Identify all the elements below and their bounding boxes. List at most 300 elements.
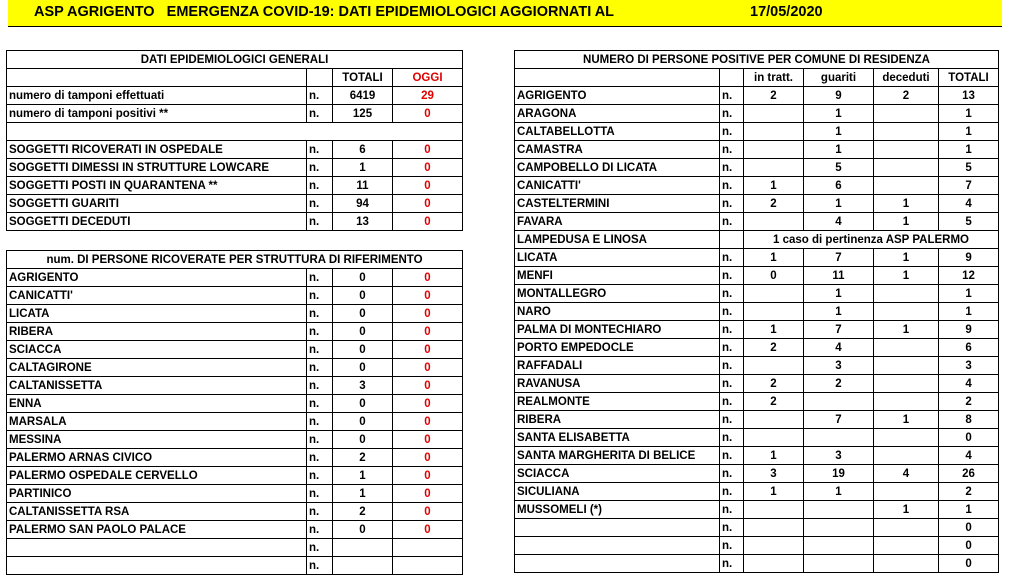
row-unit: n. <box>307 305 333 323</box>
row-deceduti <box>874 303 939 321</box>
row-unit: n. <box>307 87 333 105</box>
row-unit: n. <box>720 159 744 177</box>
col-oggi: OGGI <box>393 69 463 87</box>
municipal-row <box>515 447 999 465</box>
general-title: DATI EPIDEMIOLOGICI GENERALI <box>7 51 463 69</box>
municipality-name: CAMPOBELLO DI LICATA <box>515 159 720 177</box>
hospital-row <box>7 323 463 341</box>
row-in-tratt <box>744 123 804 141</box>
row-label: SOGGETTI RICOVERATI IN OSPEDALE <box>7 141 307 159</box>
row-totali: 1 <box>939 501 999 519</box>
row-unit: n. <box>720 105 744 123</box>
row-deceduti: 4 <box>874 465 939 483</box>
row-total: 3 <box>333 377 393 395</box>
hospital-row <box>7 305 463 323</box>
row-totali: 26 <box>939 465 999 483</box>
row-guariti <box>804 537 874 555</box>
row-in-tratt <box>744 303 804 321</box>
empty-cell <box>307 69 333 87</box>
row-today: 0 <box>393 177 463 195</box>
row-unit: n. <box>720 249 744 267</box>
row-today <box>393 539 463 557</box>
row-deceduti <box>874 123 939 141</box>
title-bar <box>8 0 1002 27</box>
empty-cell <box>720 69 744 87</box>
municipal-row <box>515 303 999 321</box>
row-guariti: 19 <box>804 465 874 483</box>
row-totali: 2 <box>939 483 999 501</box>
row-unit: n. <box>720 321 744 339</box>
row-total: 1 <box>333 467 393 485</box>
row-in-tratt: 3 <box>744 465 804 483</box>
row-guariti: 7 <box>804 411 874 429</box>
row-today: 0 <box>393 413 463 431</box>
row-guariti: 1 <box>804 483 874 501</box>
municipality-name: SANTA ELISABETTA <box>515 429 720 447</box>
row-totali: 4 <box>939 375 999 393</box>
row-in-tratt: 2 <box>744 195 804 213</box>
row-deceduti <box>874 285 939 303</box>
row-label <box>7 539 307 557</box>
row-guariti <box>804 501 874 519</box>
row-total: 0 <box>333 431 393 449</box>
row-total: 2 <box>333 449 393 467</box>
row-deceduti <box>874 105 939 123</box>
row-total: 0 <box>333 521 393 539</box>
row-totali: 6 <box>939 339 999 357</box>
row-label: CALTANISSETTA <box>7 377 307 395</box>
general-row <box>7 213 463 231</box>
row-guariti <box>804 555 874 573</box>
municipality-name: PORTO EMPEDOCLE <box>515 339 720 357</box>
row-unit: n. <box>307 467 333 485</box>
row-in-tratt: 1 <box>744 177 804 195</box>
row-guariti: 4 <box>804 339 874 357</box>
row-totali: 5 <box>939 159 999 177</box>
row-unit: n. <box>720 87 744 105</box>
municipal-row <box>515 285 999 303</box>
row-label: AGRIGENTO <box>7 269 307 287</box>
hospital-row <box>7 449 463 467</box>
row-totali: 12 <box>939 267 999 285</box>
row-total: 0 <box>333 287 393 305</box>
row-today: 0 <box>393 521 463 539</box>
row-totali: 4 <box>939 447 999 465</box>
row-total <box>333 557 393 575</box>
row-unit: n. <box>307 269 333 287</box>
row-guariti: 9 <box>804 87 874 105</box>
municipal-row <box>515 465 999 483</box>
row-today: 0 <box>393 377 463 395</box>
row-unit: n. <box>720 537 744 555</box>
row-guariti: 1 <box>804 285 874 303</box>
row-unit: n. <box>720 339 744 357</box>
row-unit: n. <box>720 465 744 483</box>
row-deceduti: 1 <box>874 267 939 285</box>
row-in-tratt: 1 <box>744 483 804 501</box>
row-guariti <box>804 393 874 411</box>
general-data-table <box>6 50 463 231</box>
row-deceduti <box>874 483 939 501</box>
empty-cell <box>515 69 720 87</box>
row-unit: n. <box>307 539 333 557</box>
row-totali: 0 <box>939 555 999 573</box>
row-deceduti: 1 <box>874 195 939 213</box>
hospital-row <box>7 395 463 413</box>
general-row <box>7 159 463 177</box>
municipal-row <box>515 141 999 159</box>
row-unit: n. <box>307 177 333 195</box>
row-deceduti: 1 <box>874 411 939 429</box>
row-deceduti: 2 <box>874 87 939 105</box>
municipal-row <box>515 483 999 501</box>
row-unit: n. <box>307 359 333 377</box>
row-today: 0 <box>393 359 463 377</box>
general-row <box>7 141 463 159</box>
row-total: 125 <box>333 105 393 123</box>
municipal-row <box>515 105 999 123</box>
row-today: 0 <box>393 449 463 467</box>
spacer-row <box>7 123 463 141</box>
row-total: 6 <box>333 141 393 159</box>
municipal-row <box>515 123 999 141</box>
row-totali: 8 <box>939 411 999 429</box>
row-in-tratt: 1 <box>744 447 804 465</box>
municipality-name: FAVARA <box>515 213 720 231</box>
row-total: 13 <box>333 213 393 231</box>
page-title: ASP AGRIGENTO EMERGENZA COVID-19: DATI EPIDEMIOLOGICI AGGIORNATI AL <box>34 4 615 20</box>
row-note: 1 caso di pertinenza ASP PALERMO <box>744 231 999 249</box>
row-unit: n. <box>307 141 333 159</box>
municipal-row <box>515 537 999 555</box>
row-label: SOGGETTI GUARITI <box>7 195 307 213</box>
row-totali: 1 <box>939 285 999 303</box>
row-in-tratt: 1 <box>744 321 804 339</box>
row-unit: n. <box>720 123 744 141</box>
row-in-tratt <box>744 141 804 159</box>
row-label: CANICATTI' <box>7 287 307 305</box>
row-unit: n. <box>307 485 333 503</box>
municipality-name <box>515 555 720 573</box>
row-unit: n. <box>720 519 744 537</box>
row-totali: 3 <box>939 357 999 375</box>
row-in-tratt <box>744 411 804 429</box>
row-guariti: 1 <box>804 303 874 321</box>
row-in-tratt: 2 <box>744 87 804 105</box>
hospital-title-row <box>7 251 463 269</box>
empty-cell <box>7 69 307 87</box>
row-unit: n. <box>720 411 744 429</box>
municipality-name: NARO <box>515 303 720 321</box>
row-total: 0 <box>333 341 393 359</box>
row-guariti: 7 <box>804 249 874 267</box>
municipal-row <box>515 357 999 375</box>
row-guariti: 6 <box>804 177 874 195</box>
row-today: 0 <box>393 195 463 213</box>
row-unit: n. <box>307 377 333 395</box>
row-unit: n. <box>307 341 333 359</box>
hospital-row <box>7 467 463 485</box>
municipality-name <box>515 537 720 555</box>
municipality-name: MONTALLEGRO <box>515 285 720 303</box>
row-deceduti <box>874 357 939 375</box>
row-deceduti <box>874 429 939 447</box>
row-in-tratt: 0 <box>744 267 804 285</box>
row-label: PARTINICO <box>7 485 307 503</box>
row-in-tratt <box>744 159 804 177</box>
row-in-tratt <box>744 519 804 537</box>
row-deceduti <box>874 159 939 177</box>
col-totali: TOTALI <box>939 69 999 87</box>
row-today: 0 <box>393 341 463 359</box>
municipal-row <box>515 87 999 105</box>
hospital-row <box>7 377 463 395</box>
row-deceduti: 1 <box>874 321 939 339</box>
hospital-title: num. DI PERSONE RICOVERATE PER STRUTTURA DI RIFERIMENTO <box>7 251 463 269</box>
row-totali: 0 <box>939 537 999 555</box>
row-unit: n. <box>307 557 333 575</box>
row-total: 94 <box>333 195 393 213</box>
row-unit: n. <box>720 195 744 213</box>
hospital-row <box>7 341 463 359</box>
municipal-row <box>515 321 999 339</box>
row-total: 6419 <box>333 87 393 105</box>
municipality-name: RAFFADALI <box>515 357 720 375</box>
row-deceduti <box>874 375 939 393</box>
municipality-name: REALMONTE <box>515 393 720 411</box>
spacer-cell <box>7 123 463 141</box>
row-in-tratt <box>744 537 804 555</box>
row-today: 29 <box>393 87 463 105</box>
row-totali: 0 <box>939 429 999 447</box>
row-today: 0 <box>393 305 463 323</box>
row-in-tratt <box>744 285 804 303</box>
municipal-row <box>515 519 999 537</box>
general-row <box>7 105 463 123</box>
row-deceduti: 1 <box>874 501 939 519</box>
row-guariti: 3 <box>804 357 874 375</box>
row-total: 0 <box>333 323 393 341</box>
row-total: 0 <box>333 395 393 413</box>
general-title-row <box>7 51 463 69</box>
hospital-table <box>6 250 463 575</box>
row-in-tratt <box>744 555 804 573</box>
row-totali: 13 <box>939 87 999 105</box>
row-total: 1 <box>333 485 393 503</box>
row-total: 11 <box>333 177 393 195</box>
municipal-row <box>515 555 999 573</box>
row-unit: n. <box>720 555 744 573</box>
row-totali: 0 <box>939 519 999 537</box>
row-guariti: 7 <box>804 321 874 339</box>
row-today: 0 <box>393 323 463 341</box>
hospital-row <box>7 359 463 377</box>
row-unit: n. <box>720 357 744 375</box>
row-deceduti <box>874 141 939 159</box>
municipality-name: CAMASTRA <box>515 141 720 159</box>
municipal-header-row <box>515 69 999 87</box>
row-total: 0 <box>333 413 393 431</box>
row-guariti <box>804 429 874 447</box>
row-label: LICATA <box>7 305 307 323</box>
hospital-row <box>7 287 463 305</box>
row-total: 0 <box>333 305 393 323</box>
row-today: 0 <box>393 467 463 485</box>
municipality-name: CASTELTERMINI <box>515 195 720 213</box>
municipal-row <box>515 195 999 213</box>
row-guariti: 1 <box>804 123 874 141</box>
row-totali: 4 <box>939 195 999 213</box>
row-unit: n. <box>720 267 744 285</box>
row-guariti <box>804 519 874 537</box>
row-guariti: 5 <box>804 159 874 177</box>
row-deceduti <box>874 393 939 411</box>
general-header-row <box>7 69 463 87</box>
row-unit: n. <box>720 177 744 195</box>
municipal-row <box>515 159 999 177</box>
row-today: 0 <box>393 395 463 413</box>
row-unit <box>720 231 744 249</box>
row-label: PALERMO ARNAS CIVICO <box>7 449 307 467</box>
row-totali: 9 <box>939 249 999 267</box>
row-deceduti <box>874 339 939 357</box>
col-in-tratt: in tratt. <box>744 69 804 87</box>
general-row <box>7 177 463 195</box>
row-today: 0 <box>393 105 463 123</box>
row-deceduti: 1 <box>874 249 939 267</box>
row-unit: n. <box>720 447 744 465</box>
municipality-name <box>515 519 720 537</box>
row-unit: n. <box>307 503 333 521</box>
row-deceduti <box>874 177 939 195</box>
municipal-row <box>515 213 999 231</box>
row-label: numero di tamponi positivi ** <box>7 105 307 123</box>
row-unit: n. <box>307 195 333 213</box>
row-today: 0 <box>393 141 463 159</box>
row-unit: n. <box>307 159 333 177</box>
municipal-title-row <box>515 51 999 69</box>
row-today: 0 <box>393 503 463 521</box>
municipal-row <box>515 375 999 393</box>
row-label: PALERMO OSPEDALE CERVELLO <box>7 467 307 485</box>
municipal-row <box>515 177 999 195</box>
municipality-name: PALMA DI MONTECHIARO <box>515 321 720 339</box>
row-label: MARSALA <box>7 413 307 431</box>
municipal-row <box>515 249 999 267</box>
row-totali: 2 <box>939 393 999 411</box>
row-in-tratt <box>744 105 804 123</box>
row-guariti: 2 <box>804 375 874 393</box>
row-deceduti <box>874 447 939 465</box>
row-label: CALTANISSETTA RSA <box>7 503 307 521</box>
hospital-row <box>7 503 463 521</box>
row-deceduti <box>874 555 939 573</box>
municipal-row <box>515 429 999 447</box>
update-date: 17/05/2020 <box>750 4 823 20</box>
row-totali: 1 <box>939 123 999 141</box>
municipal-row <box>515 411 999 429</box>
row-unit: n. <box>307 323 333 341</box>
row-today: 0 <box>393 287 463 305</box>
row-in-tratt: 2 <box>744 339 804 357</box>
row-in-tratt: 2 <box>744 393 804 411</box>
row-label <box>7 557 307 575</box>
municipality-name: RIBERA <box>515 411 720 429</box>
row-label: numero di tamponi effettuati <box>7 87 307 105</box>
row-deceduti: 1 <box>874 213 939 231</box>
municipality-name: LICATA <box>515 249 720 267</box>
row-in-tratt <box>744 357 804 375</box>
row-unit: n. <box>307 521 333 539</box>
row-label: MESSINA <box>7 431 307 449</box>
hospital-row <box>7 431 463 449</box>
row-today: 0 <box>393 431 463 449</box>
municipality-name: AGRIGENTO <box>515 87 720 105</box>
municipal-title: NUMERO DI PERSONE POSITIVE PER COMUNE DI RESIDENZA <box>515 51 999 69</box>
row-unit: n. <box>720 213 744 231</box>
row-total <box>333 539 393 557</box>
hospital-row <box>7 413 463 431</box>
hospital-row <box>7 557 463 575</box>
row-unit: n. <box>307 287 333 305</box>
municipal-row <box>515 393 999 411</box>
row-label: SOGGETTI DECEDUTI <box>7 213 307 231</box>
row-in-tratt: 2 <box>744 375 804 393</box>
municipality-name: RAVANUSA <box>515 375 720 393</box>
row-unit: n. <box>307 413 333 431</box>
row-in-tratt <box>744 429 804 447</box>
row-guariti: 3 <box>804 447 874 465</box>
row-label: SOGGETTI DIMESSI IN STRUTTURE LOWCARE <box>7 159 307 177</box>
row-totali: 1 <box>939 105 999 123</box>
municipal-row <box>515 231 999 249</box>
municipality-name: CALTABELLOTTA <box>515 123 720 141</box>
municipal-row <box>515 267 999 285</box>
row-total: 2 <box>333 503 393 521</box>
row-today: 0 <box>393 213 463 231</box>
row-unit: n. <box>307 449 333 467</box>
row-guariti: 1 <box>804 195 874 213</box>
row-label: ENNA <box>7 395 307 413</box>
row-unit: n. <box>720 501 744 519</box>
municipal-table <box>514 50 999 573</box>
row-label: SOGGETTI POSTI IN QUARANTENA ** <box>7 177 307 195</box>
general-row <box>7 195 463 213</box>
col-totali: TOTALI <box>333 69 393 87</box>
row-today: 0 <box>393 269 463 287</box>
hospital-row <box>7 485 463 503</box>
row-unit: n. <box>720 483 744 501</box>
row-totali: 9 <box>939 321 999 339</box>
row-unit: n. <box>720 429 744 447</box>
row-deceduti <box>874 537 939 555</box>
row-label: CALTAGIRONE <box>7 359 307 377</box>
municipality-name: MENFI <box>515 267 720 285</box>
row-total: 0 <box>333 359 393 377</box>
row-deceduti <box>874 519 939 537</box>
row-totali: 7 <box>939 177 999 195</box>
municipal-row <box>515 339 999 357</box>
hospital-row <box>7 539 463 557</box>
municipality-name: LAMPEDUSA E LINOSA <box>515 231 720 249</box>
row-totali: 5 <box>939 213 999 231</box>
row-unit: n. <box>307 213 333 231</box>
row-guariti: 11 <box>804 267 874 285</box>
row-total: 0 <box>333 269 393 287</box>
row-unit: n. <box>307 105 333 123</box>
row-guariti: 1 <box>804 105 874 123</box>
row-in-tratt <box>744 501 804 519</box>
